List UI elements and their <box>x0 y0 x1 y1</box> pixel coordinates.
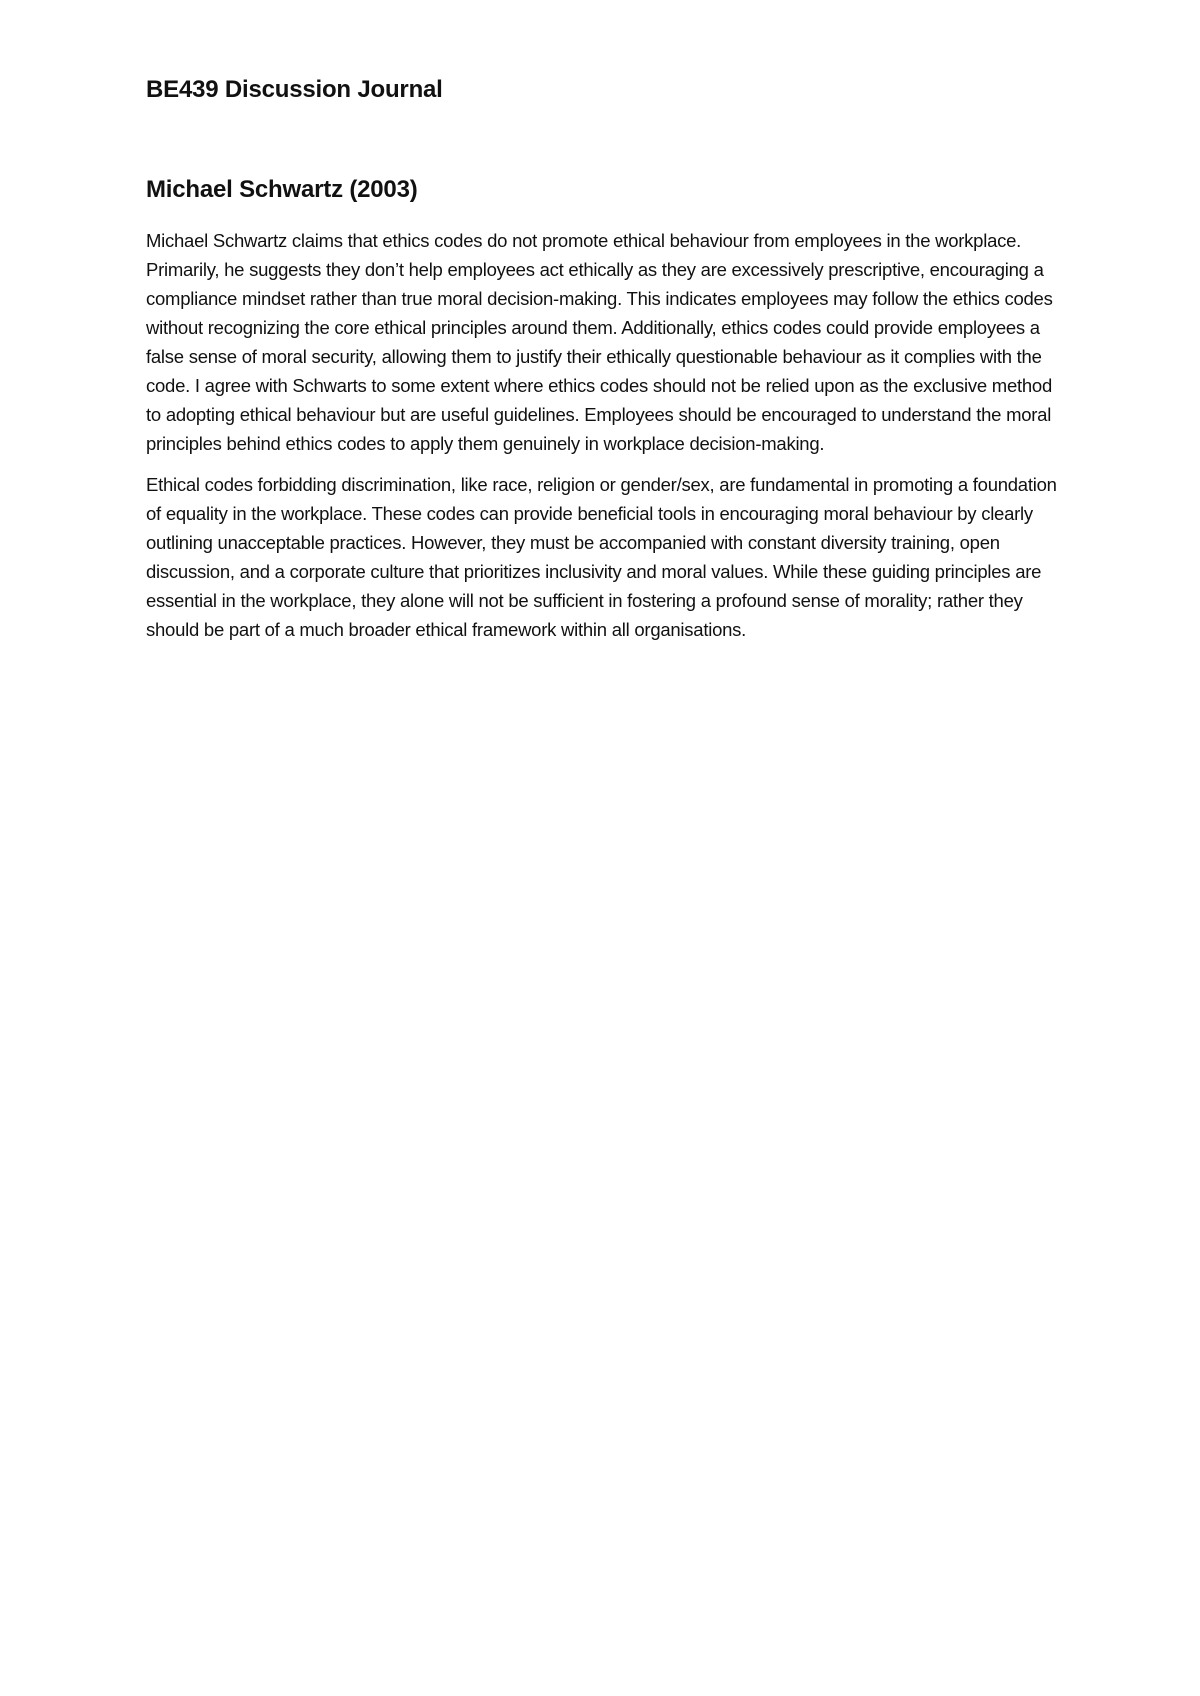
section-heading: Michael Schwartz (2003) <box>146 176 418 203</box>
document-title: BE439 Discussion Journal <box>146 76 443 103</box>
section-michael-schwartz <box>146 172 1058 644</box>
document-content <box>146 72 1058 644</box>
body-paragraph-1: Michael Schwartz claims that ethics codes do not promote ethical behaviour from employees in the workplace. Primarily, he suggests they don’t help employees act ethically as they are excessively prescriptive, encouraging a compliance mindset rather than true moral decision-making. This indicates employees may follow the ethics codes without recognizing the core ethical principles around them. Additionally, ethics codes could provide employees a false sense of moral security, allowing them to justify their ethically questionable behaviour as it complies with the code. I agree with Schwarts to some extent where ethics codes should not be relied upon as the exclusive method to adopting ethical behaviour but are useful guidelines. Employees should be encouraged to understand the moral principles behind ethics codes to apply them genuinely in workplace decision-making. <box>146 230 1053 454</box>
body-paragraph-2: Ethical codes forbidding discrimination, like race, religion or gender/sex, are fundamental in promoting a foundation of equality in the workplace. These codes can provide beneficial tools in encouraging moral behaviour by clearly outlining unacceptable practices. However, they must be accompanied with constant diversity training, open discussion, and a corporate culture that prioritizes inclusivity and moral values. While these guiding principles are essential in the workplace, they alone will not be sufficient in fostering a profound sense of morality; rather they should be part of a much broader ethical framework within all organisations. <box>146 474 1057 640</box>
